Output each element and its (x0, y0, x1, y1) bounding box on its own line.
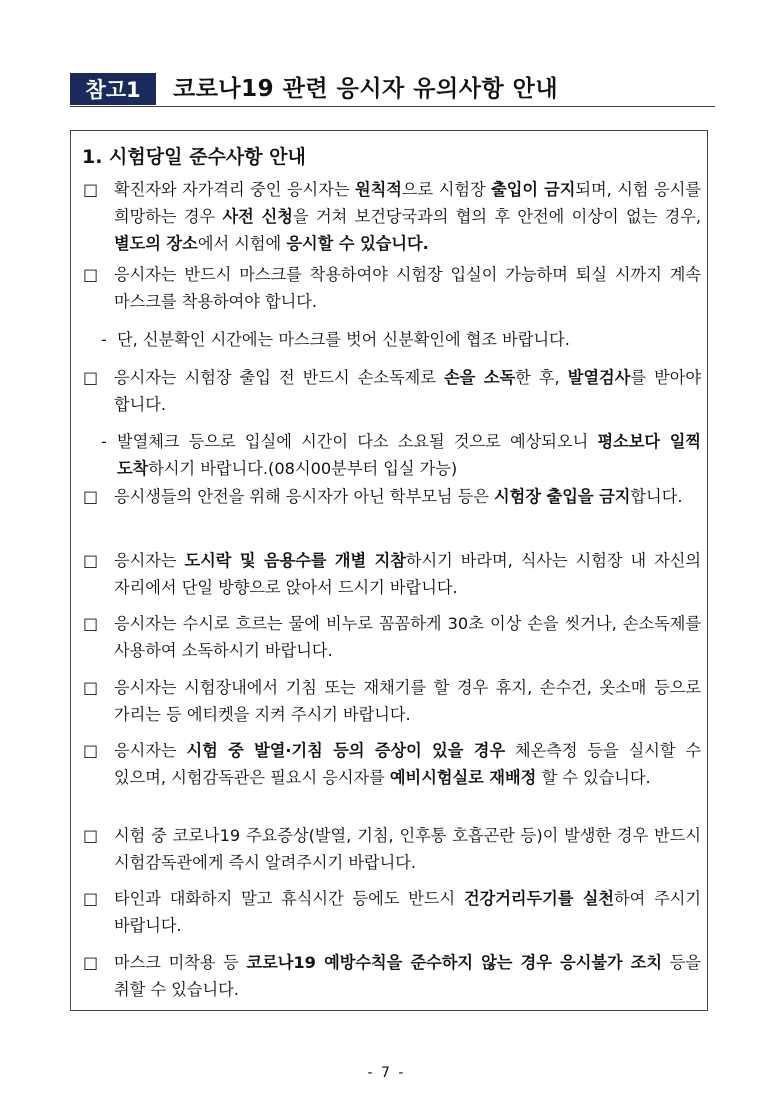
item-text (114, 261, 701, 315)
body-text: 확진자와 자가격리 중인 응시자는 (114, 180, 355, 199)
emphasis-text: 출입이 금지 (491, 180, 576, 199)
body-text: 하여 주시기 바랍니다. (114, 889, 701, 935)
body-text: 마스크 미착용 등 (114, 953, 247, 972)
emphasis-text: 원칙적 (355, 180, 402, 199)
emphasis-text: 시험 중 발열·기침 등의 증상이 있을 경우 (186, 741, 506, 760)
emphasis-text: 평소보다 일찍 도착 (117, 432, 701, 478)
body-text: 체온측정 등을 실시할 수 있으며, 시험감독관은 필요시 응시자를 (114, 741, 702, 787)
list-item (83, 547, 701, 601)
body-text: 할 수 있습니다. (536, 768, 651, 787)
body-text: 으로 시험장 (401, 180, 492, 199)
checkbox-bullet-icon: □ (83, 741, 99, 760)
checkbox-bullet-icon: □ (83, 678, 99, 697)
list-item (83, 674, 701, 728)
body-text: 응시자는 (114, 551, 185, 570)
item-text (114, 176, 701, 257)
item-text (114, 364, 701, 418)
list-item (83, 364, 701, 418)
body-text: 발열체크 등으로 입실에 시간이 다소 소요될 것으로 예상되오니 (117, 432, 598, 451)
item-text (114, 547, 701, 601)
checkbox-bullet-icon: □ (83, 265, 99, 284)
item-text (114, 674, 701, 728)
body-text: 응시자는 시험장내에서 기침 또는 재채기를 할 경우 휴지, 손수건, 옷소매 등으로 가리는 등 에티켓을 지켜 주시기 바랍니다. (114, 678, 701, 724)
item-text (117, 428, 701, 482)
body-text: 등을 취할 수 있습니다. (114, 953, 701, 999)
list-item (83, 737, 701, 791)
item-text (114, 610, 701, 664)
emphasis-text: 응시할 수 있습니다. (286, 234, 429, 253)
emphasis-text: 발열검사 (567, 368, 631, 387)
item-text (114, 737, 701, 791)
emphasis-text: 건강거리두기를 실천 (463, 889, 614, 908)
emphasis-text: 사전 신청 (222, 207, 293, 226)
body-text: 한 후, (515, 368, 568, 387)
list-item (83, 483, 701, 510)
item-text (114, 483, 701, 510)
section-title: 1. 시험당일 준수사항 안내 (82, 146, 306, 168)
checkbox-bullet-icon: □ (83, 180, 99, 199)
emphasis-text: 예비시험실로 재배정 (389, 768, 537, 787)
checkbox-bullet-icon: □ (83, 368, 99, 387)
checkbox-bullet-icon: □ (83, 826, 99, 845)
dash-bullet: - (101, 432, 107, 451)
notice-box (70, 130, 708, 1011)
list-item (83, 261, 701, 315)
body-text: 하시기 바라며, 식사는 시험장 내 자신의 자리에서 단일 방향으로 앉아서 드시기 바랍니다. (114, 551, 701, 597)
checkbox-bullet-icon: □ (83, 487, 99, 506)
body-text: 단, 신분확인 시간에는 마스크를 벗어 신분확인에 협조 바랍니다. (117, 330, 570, 349)
dash-bullet: - (101, 330, 107, 349)
body-text: 를 받아야 합니다. (114, 368, 701, 414)
list-item (83, 326, 701, 353)
body-text: 응시생들의 안전을 위해 응시자가 아닌 학부모님 등은 (114, 487, 495, 506)
page-header (70, 73, 715, 107)
body-text: 응시자는 시험장 출입 전 반드시 손소독제로 (114, 368, 445, 387)
item-text (114, 885, 701, 939)
body-text: 되며, 시험 응시를 희망하는 경우 (114, 180, 701, 226)
list-item (83, 949, 701, 1003)
body-text: 응시자는 수시로 흐르는 물에 비누로 꼼꼼하게 30초 이상 손을 씻거나, 손소독제를 사용하여 소독하시기 바랍니다. (114, 614, 701, 660)
emphasis-text: 시험장 출입을 금지 (494, 487, 631, 506)
list-item (83, 428, 701, 482)
header-rule (70, 106, 715, 107)
body-text: 시험 중 코로나19 주요증상(발열, 기침, 인후통 호흡곤란 등)이 발생한 경우 반드시 시험감독관에게 즉시 알려주시기 바랍니다. (114, 826, 701, 872)
list-item (83, 610, 701, 664)
emphasis-text: 손을 소독 (444, 368, 516, 387)
list-item (83, 885, 701, 939)
body-text: 응시자는 반드시 마스크를 착용하여야 시험장 입실이 가능하며 퇴실 시까지 계속 마스크를 착용하여야 합니다. (114, 265, 701, 311)
checkbox-bullet-icon: □ (83, 551, 99, 570)
emphasis-text: 별도의 장소 (114, 234, 198, 253)
reference-tag: 참고1 (70, 73, 156, 105)
emphasis-text: 도시락 및 음용수를 개별 지참 (184, 551, 406, 570)
item-text (114, 822, 701, 876)
list-item (83, 822, 701, 876)
page-number: - 7 - (367, 1065, 406, 1081)
body-text: 을 거쳐 보건당국과의 협의 후 안전에 이상이 없는 경우, (292, 207, 701, 226)
item-text (117, 326, 701, 353)
page-title: 코로나19 관련 응시자 유의사항 안내 (173, 76, 559, 102)
body-text: 타인과 대화하지 말고 휴식시간 등에도 반드시 (114, 889, 464, 908)
item-text (114, 949, 701, 1003)
emphasis-text: 코로나19 예방수칙을 준수하지 않는 경우 응시불가 조치 (246, 953, 663, 972)
list-item (83, 176, 701, 257)
body-text: 합니다. (630, 487, 683, 506)
body-text: 에서 시험에 (197, 234, 287, 253)
body-text: 응시자는 (114, 741, 187, 760)
checkbox-bullet-icon: □ (83, 953, 99, 972)
body-text: 하시기 바랍니다.(08시00분부터 입실 가능) (148, 459, 458, 478)
checkbox-bullet-icon: □ (83, 889, 99, 908)
checkbox-bullet-icon: □ (83, 614, 99, 633)
